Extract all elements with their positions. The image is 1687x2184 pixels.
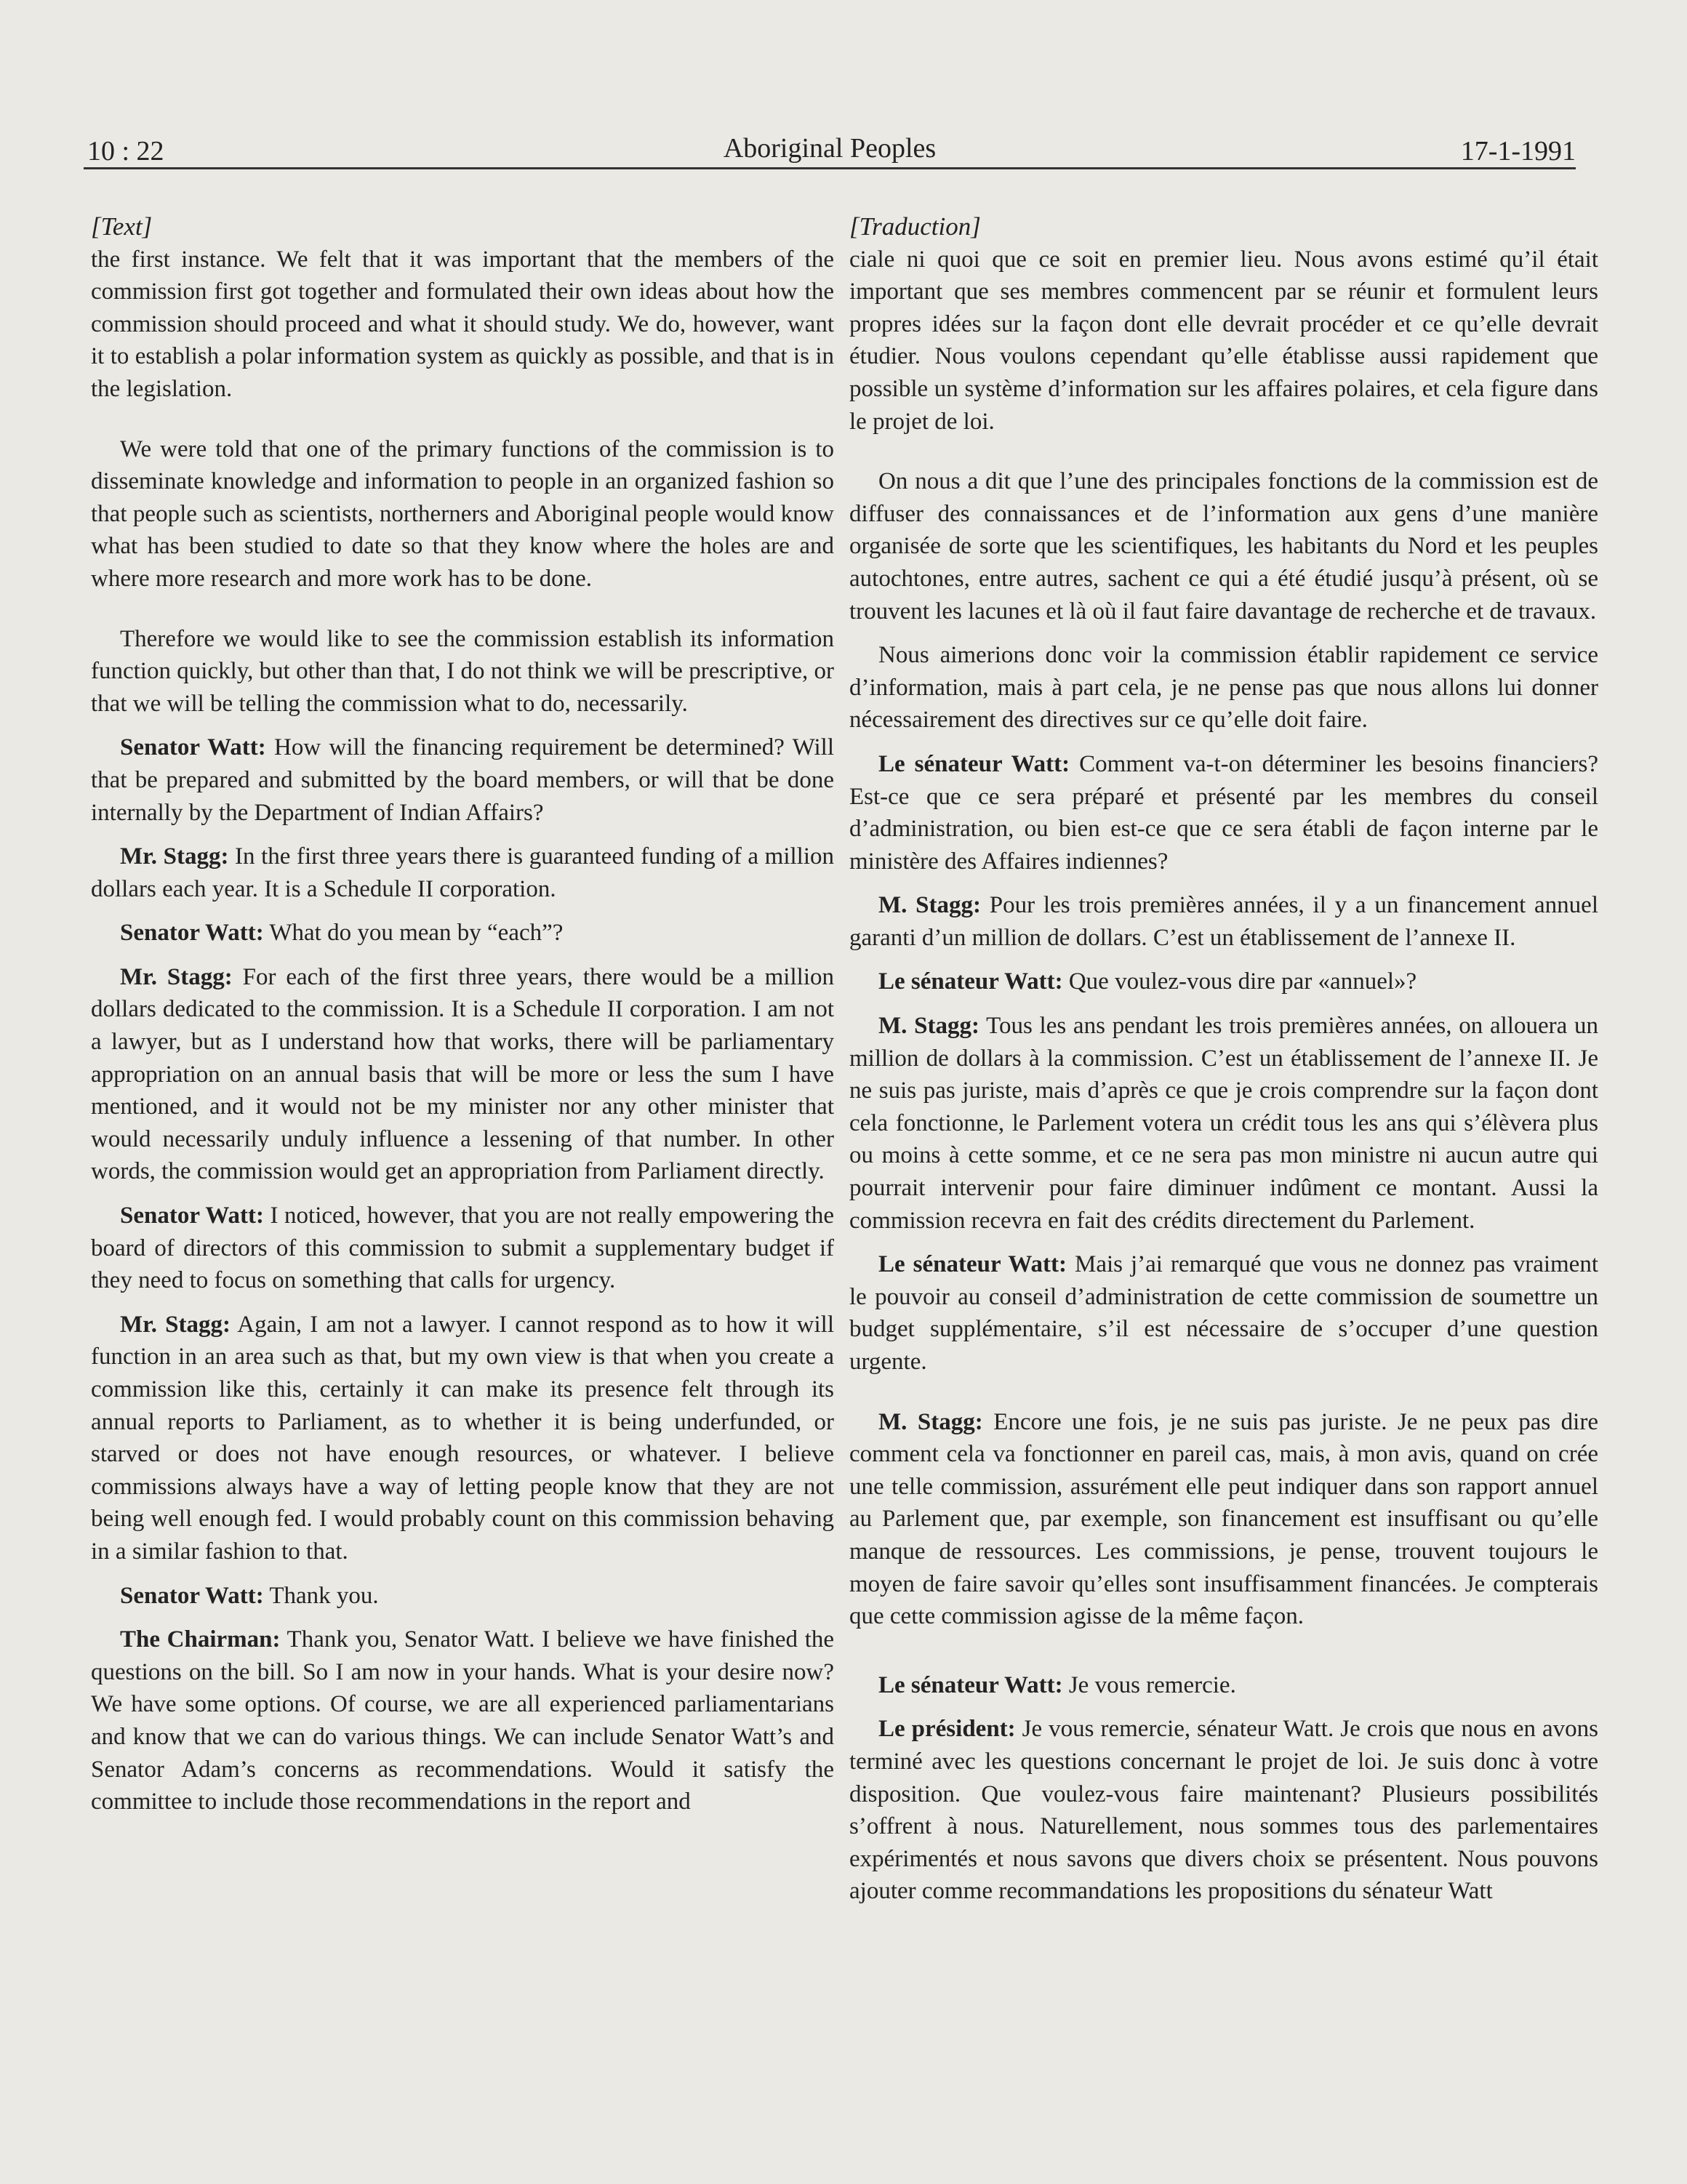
speech-text: Again, I am not a lawyer. I cannot respond as to how it will function in an area such as that, but my own view is that when you create a commission like this, certainly it can make its presence felt through its annual reports to Parliament, as to whether it is being underfunded, or starved or does not have enough resources, or whatever. I believe commissions always have a way of letting people know that they are not being well enough fed. I would probably count on this commission behaving in a similar fashion to that. <box>91 1311 834 1565</box>
speech-text: How will the financing requirement be determined? Will that be prepared and submitted by the board members, or will that be done internally by the Department of Indian Affairs? <box>91 734 834 826</box>
speaker-name: M. Stagg: <box>878 1408 983 1435</box>
speaker-name: Mr. Stagg: <box>120 963 233 990</box>
speech-text: Thank you. <box>263 1582 379 1609</box>
speech-text: What do you mean by “each”? <box>263 920 564 947</box>
paragraph: the first instance. We felt that it was important that the members of the commission first got together and formulated their own ideas about how the commission should proceed and what it should study. We do, however, want it to establish a polar information system as quickly as possible, and that is in the legislation. <box>91 246 834 402</box>
speech-text: Je vous remercie, sénateur Watt. Je crois que nous en avons terminé avec les questions concernant le projet de loi. Je suis donc à votre disposition. Que voulez-vous faire maintenant? Plusieurs possibilités s’offrent à nous. Naturellement, nous sommes tous des parlementaires expérimentés et nous savons que divers choix se présentent. Nous pouvons ajouter comme recommandations les propositions du sénateur Watt <box>849 1716 1598 1905</box>
speaker-paragraph <box>849 965 1598 998</box>
speech-text: Pour les trois premières années, il y a un financement annuel garanti d’un million de dollars. C’est un établissement de l’annexe II. <box>849 892 1598 951</box>
speaker-name: M. Stagg: <box>878 892 982 919</box>
speech-text: Mais j’ai remarqué que vous ne donnez pas vraiment le pouvoir au conseil d’administration de cette commission de soumettre un budget supplémentaire, s’il est nécessaire de s’occuper d’une question urgente. <box>849 1251 1598 1375</box>
speaker-name: Senator Watt: <box>120 1203 264 1229</box>
speaker-name: Le sénateur Watt: <box>878 968 1063 995</box>
speaker-name: Mr. Stagg: <box>120 1311 231 1338</box>
speech-text: Comment va-t-on déterminer les besoins financiers? Est-ce que ce sera préparé et présenté par les membres du conseil d’administration, ou bien est-ce que ce sera établi de façon interne par le ministère des Affaires indiennes? <box>849 750 1598 875</box>
speaker-paragraph <box>849 1669 1598 1702</box>
speaker-paragraph <box>849 1010 1598 1237</box>
speaker-name: Senator Watt: <box>120 920 264 947</box>
paragraph: Therefore we would like to see the commission establish its information function quickly, but other than that, I do not think we will be prescriptive, or that we will be telling the commission what to do, necessarily. <box>91 625 834 717</box>
speech-text: Thank you, Senator Watt. I believe we have finished the questions on the bill. So I am now in your hands. What is your desire now? We have some options. Of course, we are all experienced parliamentarians and know that we can do various things. We can include Senator Watt’s and Senator Adam’s concerns as recommendations. Would it satisfy the committee to include those recommendations in the report and <box>91 1626 835 1815</box>
speaker-paragraph <box>849 748 1598 878</box>
speaker-name: Senator Watt: <box>120 1582 264 1609</box>
speaker-name: Senator Watt: <box>120 734 266 761</box>
speech-text: Que voulez-vous dire par «annuel»? <box>1062 968 1417 995</box>
speaker-paragraph <box>91 840 834 905</box>
paragraph: We were told that one of the primary functions of the commission is to disseminate knowledge and information to people in an organized fashion so that people such as scientists, northerners and Aboriginal people would know what has been studied to date so that they know where the holes are and where more research and more work has to be done. <box>91 435 834 592</box>
speech-text: For each of the first three years, there would be a million dollars dedicated to the commission. It is a Schedule II corporation. I am not a lawyer, but as I understand how that works, there will be parliamentary appropriation on an annual basis that will be more or less the sum I have mentioned, and it would not be my minister nor any other minister that would necessarily unduly influence a lessening of that number. In other words, the commission would get an appropriation from Parliament directly. <box>91 963 834 1185</box>
header-date: 17-1-1991 <box>1460 136 1576 166</box>
speaker-paragraph <box>849 1248 1598 1378</box>
speaker-name: The Chairman: <box>120 1626 281 1653</box>
speaker-name: M. Stagg: <box>878 1013 979 1040</box>
speech-text: Tous les ans pendant les trois premières années, on allouera un million de dollars à la commission. C’est un établissement de l’annexe II. Je ne suis pas juriste, mais d’après ce que je crois comprendre sur la façon dont cela fonctionne, le Parlement votera un crédit tous les ans qui s’élèvera plus ou moins à cette somme, et ce ne sera pas mon ministre ni aucun autre qui pourrait intervenir pour faire diminuer indûment ce montant. Aussi la commission recevra en fait des crédits directement du Parlement. <box>849 1013 1598 1234</box>
speaker-name: Mr. Stagg: <box>120 843 229 870</box>
speaker-paragraph <box>91 731 834 829</box>
speech-text: Je vous remercie. <box>1062 1671 1236 1698</box>
speaker-paragraph <box>849 889 1598 954</box>
speaker-paragraph <box>849 1406 1598 1633</box>
speaker-paragraph <box>91 961 834 1188</box>
column-label: [Traduction] <box>849 212 981 241</box>
speaker-name: Le président: <box>878 1716 1016 1743</box>
speaker-paragraph <box>91 1309 834 1568</box>
speaker-paragraph <box>849 1713 1598 1908</box>
page-number: 10 : 22 <box>87 136 164 166</box>
speaker-paragraph <box>91 1580 834 1613</box>
paragraph: ciale ni quoi que ce soit en premier lieu. Nous avons estimé qu’il était important que ses membres commencent par se réunir et formulent leurs propres idées sur la façon dont elle devrait procéder et ce qu’elle devrait étudier. Nous voulons cependant qu’elle établisse aussi rapidement que possible un système d’information sur les affaires polaires, et cela figure dans le projet de loi. <box>849 246 1598 435</box>
paragraph: Nous aimerions donc voir la commission établir rapidement ce service d’information, mais à part cela, je ne pense pas que nous allons lui donner nécessairement des directives sur ce qu’elle doit faire. <box>849 642 1598 734</box>
page-header <box>84 129 1576 169</box>
speech-text: Encore une fois, je ne suis pas juriste. Je ne peux pas dire comment cela va fonctionner en pareil cas, mais, à mon avis, quand on crée une telle commission, assurément elle peut indiquer dans son rapport annuel au Parlement que, par exemple, son financement est insuffisant ou qu’elle manque de ressources. Les commissions, je pense, trouvent toujours le moyen de faire savoir qu’elles sont insuffisamment financées. Je compterais que cette commission agisse de la même façon. <box>849 1408 1598 1630</box>
speech-text: In the first three years there is guaranteed funding of a million dollars each year. It is a Schedule II corporation. <box>91 843 834 902</box>
french-column <box>849 211 1598 1908</box>
column-label: [Text] <box>91 212 153 241</box>
speaker-paragraph <box>91 917 834 950</box>
speaker-paragraph <box>91 1623 834 1818</box>
speaker-name: Le sénateur Watt: <box>878 750 1070 777</box>
running-title: Aboriginal Peoples <box>723 133 937 164</box>
speaker-name: Le sénateur Watt: <box>878 1251 1067 1278</box>
speaker-name: Le sénateur Watt: <box>878 1671 1063 1698</box>
english-column <box>91 211 834 1818</box>
paragraph: On nous a dit que l’une des principales fonctions de la commission est de diffuser des connaissances et de l’information aux gens d’une manière organisée de sorte que les scientifiques, les habitants du Nord et les peuples autochtones, entre autres, sachent ce qui a été étudié jusqu’à présent, où se trouvent les lacunes et là où il faut faire davantage de recherche et de travaux. <box>849 468 1598 625</box>
speaker-paragraph <box>91 1200 834 1297</box>
speech-text: I noticed, however, that you are not really empowering the board of directors of this commission to submit a supplementary budget if they need to focus on something that calls for urgency. <box>91 1203 834 1294</box>
